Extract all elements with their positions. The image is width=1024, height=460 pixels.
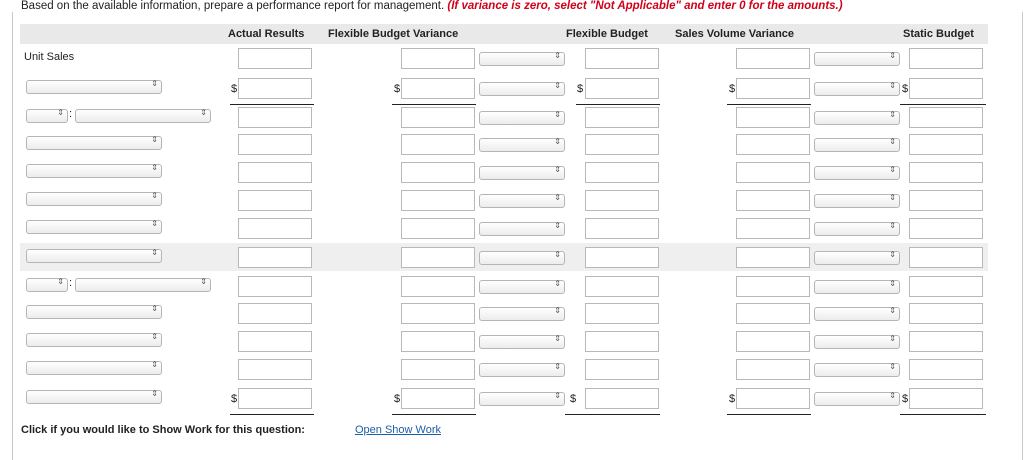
sales-volume-variance-select[interactable] <box>814 166 900 180</box>
table-row <box>20 299 988 327</box>
static-budget-input[interactable] <box>909 134 983 155</box>
flexible-budget-variance-input[interactable] <box>401 134 475 155</box>
static-budget-input[interactable] <box>909 190 983 211</box>
colon-separator: : <box>69 108 73 120</box>
header-flexible-budget: Flexible Budget <box>566 28 648 40</box>
sales-volume-variance-input[interactable] <box>736 190 810 211</box>
table-row <box>20 130 988 158</box>
row-label-select[interactable] <box>26 249 162 263</box>
table-row <box>20 186 988 214</box>
flexible-budget-input[interactable] <box>585 190 659 211</box>
table-row <box>20 103 988 131</box>
select-arrows-icon: ⇕ <box>889 306 896 315</box>
actual-results-input[interactable] <box>238 359 312 380</box>
row-label-select[interactable] <box>26 305 162 319</box>
sales-volume-variance-input[interactable] <box>736 218 810 239</box>
select-arrows-icon: ⇕ <box>889 165 896 174</box>
dollar-sign: $ <box>231 393 238 405</box>
static-budget-input[interactable] <box>909 218 983 239</box>
dollar-sign: $ <box>570 393 577 405</box>
header-actual-results: Actual Results <box>228 28 305 40</box>
table-row <box>20 355 988 383</box>
sales-volume-variance-select[interactable] <box>814 392 900 406</box>
sales-volume-variance-select[interactable] <box>814 307 900 321</box>
select-arrows-icon: ⇕ <box>889 279 896 288</box>
select-arrows-icon: ⇕ <box>889 250 896 259</box>
select-arrows-icon: ⇕ <box>889 110 896 119</box>
flexible-budget-input[interactable] <box>585 276 659 297</box>
static-budget-input[interactable] <box>909 331 983 352</box>
flexible-budget-variance-select[interactable] <box>479 392 565 406</box>
actual-results-input[interactable] <box>238 218 312 239</box>
select-arrows-icon: ⇕ <box>889 362 896 371</box>
flexible-budget-variance-input[interactable] <box>401 218 475 239</box>
item-label-select[interactable] <box>75 109 211 123</box>
flexible-budget-variance-input[interactable] <box>401 48 475 69</box>
flexible-budget-variance-input[interactable] <box>401 331 475 352</box>
table-header <box>20 24 988 44</box>
row-label-select[interactable] <box>26 192 162 206</box>
actual-results-input[interactable] <box>238 303 312 324</box>
row-label-select[interactable] <box>26 390 162 404</box>
row-label-select[interactable] <box>26 333 162 347</box>
dollar-sign: $ <box>729 393 736 405</box>
table-row <box>20 74 988 102</box>
sales-volume-variance-input[interactable] <box>736 134 810 155</box>
select-arrows-icon: ⇕ <box>151 219 158 228</box>
select-arrows-icon: ⇕ <box>554 306 561 315</box>
sales-volume-variance-input[interactable] <box>736 107 810 128</box>
total-underline <box>565 414 660 415</box>
table-row <box>20 243 988 271</box>
select-arrows-icon: ⇕ <box>554 51 561 60</box>
unit-sales-label: Unit Sales <box>24 51 75 63</box>
flexible-budget-input[interactable] <box>585 107 659 128</box>
dollar-sign: $ <box>577 83 584 95</box>
flexible-budget-variance-input[interactable] <box>401 303 475 324</box>
select-arrows-icon: ⇕ <box>554 279 561 288</box>
total-underline <box>900 414 986 415</box>
instruction-text: Based on the available information, prepare a performance report for management. (If variance is zero, select "Not Applicable" and enter 0 for the amounts.) <box>21 0 843 12</box>
select-arrows-icon: ⇕ <box>889 391 896 400</box>
dollar-sign: $ <box>902 393 909 405</box>
select-arrows-icon: ⇕ <box>151 79 158 88</box>
select-arrows-icon: ⇕ <box>554 362 561 371</box>
select-arrows-icon: ⇕ <box>889 221 896 230</box>
select-arrows-icon: ⇕ <box>151 135 158 144</box>
dollar-sign: $ <box>902 83 909 95</box>
static-budget-input[interactable] <box>909 276 983 297</box>
select-arrows-icon: ⇕ <box>151 389 158 398</box>
sales-volume-variance-input[interactable] <box>736 331 810 352</box>
select-arrows-icon: ⇕ <box>889 137 896 146</box>
dollar-sign: $ <box>231 83 238 95</box>
flexible-budget-variance-input[interactable] <box>401 359 475 380</box>
sales-volume-variance-select[interactable] <box>814 335 900 349</box>
static-budget-input[interactable] <box>909 359 983 380</box>
sales-volume-variance-select[interactable] <box>814 194 900 208</box>
flexible-budget-variance-input[interactable] <box>401 162 475 183</box>
flexible-budget-variance-input[interactable] <box>401 107 475 128</box>
flexible-budget-variance-select[interactable] <box>479 52 565 66</box>
select-arrows-icon: ⇕ <box>554 221 561 230</box>
open-show-work-link[interactable]: Open Show Work <box>355 424 442 436</box>
select-arrows-icon: ⇕ <box>554 137 561 146</box>
flexible-budget-variance-input[interactable] <box>401 190 475 211</box>
flexible-budget-variance-select[interactable] <box>479 82 565 96</box>
flexible-budget-input[interactable] <box>585 331 659 352</box>
flexible-budget-input[interactable] <box>585 218 659 239</box>
row-label-select[interactable] <box>26 164 162 178</box>
sales-volume-variance-select[interactable] <box>814 222 900 236</box>
select-arrows-icon: ⇕ <box>57 108 64 117</box>
sales-volume-variance-select[interactable] <box>814 251 900 265</box>
dollar-sign: $ <box>729 83 736 95</box>
flexible-budget-variance-input[interactable] <box>401 78 475 99</box>
dollar-sign: $ <box>394 83 401 95</box>
flexible-budget-variance-input[interactable] <box>401 276 475 297</box>
flexible-budget-input[interactable] <box>585 388 659 409</box>
select-arrows-icon: ⇕ <box>151 163 158 172</box>
flexible-budget-variance-input[interactable] <box>401 388 475 409</box>
header-static-budget: Static Budget <box>903 28 974 40</box>
operator-select[interactable] <box>26 109 68 123</box>
sales-volume-variance-select[interactable] <box>814 280 900 294</box>
select-arrows-icon: ⇕ <box>151 304 158 313</box>
sales-volume-variance-input[interactable] <box>736 78 810 99</box>
item-label-select[interactable] <box>75 278 211 292</box>
actual-results-input[interactable] <box>238 107 312 128</box>
sales-volume-variance-select[interactable] <box>814 52 900 66</box>
flexible-budget-variance-input[interactable] <box>401 247 475 268</box>
select-arrows-icon: ⇕ <box>554 391 561 400</box>
flexible-budget-variance-select[interactable] <box>479 251 565 265</box>
select-arrows-icon: ⇕ <box>554 193 561 202</box>
sales-volume-variance-input[interactable] <box>736 359 810 380</box>
sales-volume-variance-select[interactable] <box>814 138 900 152</box>
flexible-budget-variance-select[interactable] <box>479 222 565 236</box>
select-arrows-icon: ⇕ <box>889 81 896 90</box>
flexible-budget-input[interactable] <box>585 359 659 380</box>
sales-volume-variance-select[interactable] <box>814 82 900 96</box>
row-label-select[interactable] <box>26 80 162 94</box>
select-arrows-icon: ⇕ <box>151 332 158 341</box>
actual-results-input[interactable] <box>238 78 312 99</box>
select-arrows-icon: ⇕ <box>889 193 896 202</box>
select-arrows-icon: ⇕ <box>554 334 561 343</box>
colon-separator: : <box>69 277 73 289</box>
flexible-budget-variance-select[interactable] <box>479 335 565 349</box>
actual-results-input[interactable] <box>238 276 312 297</box>
table-row <box>20 44 988 72</box>
operator-select[interactable] <box>26 278 68 292</box>
sales-volume-variance-select[interactable] <box>814 111 900 125</box>
sales-volume-variance-input[interactable] <box>736 303 810 324</box>
table-row <box>20 158 988 186</box>
total-underline <box>230 414 314 415</box>
table-row <box>20 272 988 300</box>
flexible-budget-variance-select[interactable] <box>479 138 565 152</box>
static-budget-input[interactable] <box>909 162 983 183</box>
select-arrows-icon: ⇕ <box>554 165 561 174</box>
static-budget-input[interactable] <box>909 247 983 268</box>
actual-results-input[interactable] <box>238 48 312 69</box>
flexible-budget-variance-select[interactable] <box>479 194 565 208</box>
row-label-select[interactable] <box>26 361 162 375</box>
total-underline <box>392 414 476 415</box>
static-budget-input[interactable] <box>909 303 983 324</box>
sales-volume-variance-input[interactable] <box>736 276 810 297</box>
select-arrows-icon: ⇕ <box>554 110 561 119</box>
select-arrows-icon: ⇕ <box>889 51 896 60</box>
actual-results-input[interactable] <box>238 388 312 409</box>
table-row <box>20 327 988 355</box>
static-budget-input[interactable] <box>909 388 983 409</box>
instruction-note: (If variance is zero, select "Not Applicable" and enter 0 for the amounts.) <box>447 0 843 12</box>
actual-results-input[interactable] <box>238 134 312 155</box>
header-flexible-budget-variance: Flexible Budget Variance <box>328 28 459 40</box>
static-budget-input[interactable] <box>909 78 983 99</box>
sales-volume-variance-input[interactable] <box>736 162 810 183</box>
flexible-budget-input[interactable] <box>585 78 659 99</box>
table-row <box>20 384 988 412</box>
actual-results-input[interactable] <box>238 331 312 352</box>
flexible-budget-variance-select[interactable] <box>479 166 565 180</box>
flexible-budget-input[interactable] <box>585 162 659 183</box>
select-arrows-icon: ⇕ <box>151 360 158 369</box>
static-budget-input[interactable] <box>909 107 983 128</box>
flexible-budget-variance-select[interactable] <box>479 363 565 377</box>
sales-volume-variance-input[interactable] <box>736 247 810 268</box>
flexible-budget-input[interactable] <box>585 48 659 69</box>
flexible-budget-input[interactable] <box>585 134 659 155</box>
row-label-select[interactable] <box>26 220 162 234</box>
row-label-select[interactable] <box>26 136 162 150</box>
content-frame-right-border <box>1022 12 1023 460</box>
select-arrows-icon: ⇕ <box>200 108 207 117</box>
select-arrows-icon: ⇕ <box>200 277 207 286</box>
select-arrows-icon: ⇕ <box>554 250 561 259</box>
select-arrows-icon: ⇕ <box>151 248 158 257</box>
sales-volume-variance-input[interactable] <box>736 48 810 69</box>
select-arrows-icon: ⇕ <box>889 334 896 343</box>
flexible-budget-variance-select[interactable] <box>479 280 565 294</box>
actual-results-input[interactable] <box>238 190 312 211</box>
header-sales-volume-variance: Sales Volume Variance <box>675 28 795 40</box>
show-work-prompt: Click if you would like to Show Work for this question: <box>21 424 305 436</box>
table-row <box>20 214 988 242</box>
actual-results-input[interactable] <box>238 247 312 268</box>
content-frame-left-border <box>12 12 13 460</box>
flexible-budget-input[interactable] <box>585 247 659 268</box>
dollar-sign: $ <box>394 393 401 405</box>
flexible-budget-variance-select[interactable] <box>479 307 565 321</box>
sales-volume-variance-select[interactable] <box>814 363 900 377</box>
select-arrows-icon: ⇕ <box>554 81 561 90</box>
static-budget-input[interactable] <box>909 48 983 69</box>
sales-volume-variance-input[interactable] <box>736 388 810 409</box>
flexible-budget-variance-select[interactable] <box>479 111 565 125</box>
select-arrows-icon: ⇕ <box>151 191 158 200</box>
total-underline <box>727 414 811 415</box>
actual-results-input[interactable] <box>238 162 312 183</box>
select-arrows-icon: ⇕ <box>57 277 64 286</box>
flexible-budget-input[interactable] <box>585 303 659 324</box>
